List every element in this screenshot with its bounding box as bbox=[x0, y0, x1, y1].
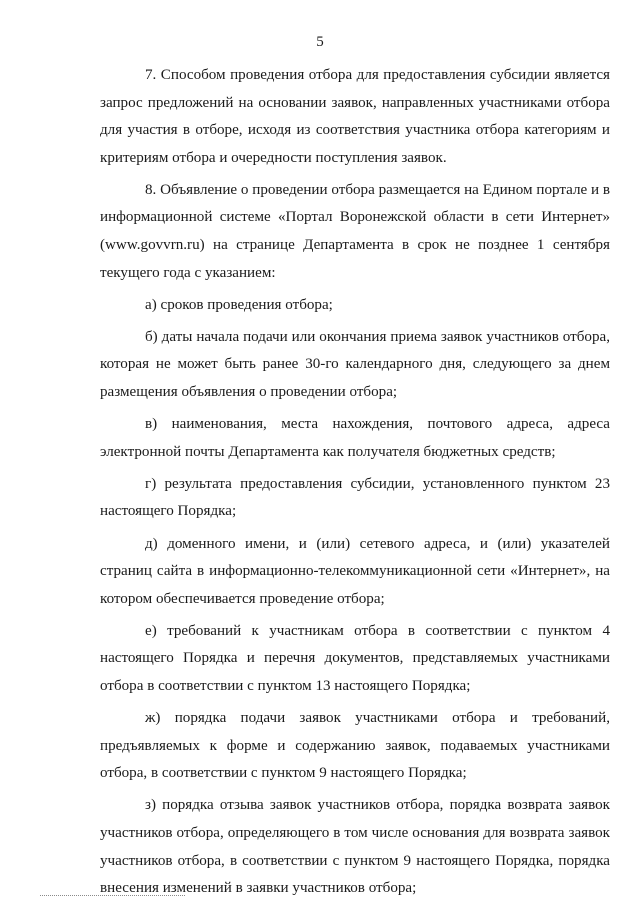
list-item-d: д) доменного имени, и (или) сетевого адреса, и (или) указателей страниц сайта в информационно-телекоммуникационной сети «Интернет», на котором обеспечивается проведение отбора; bbox=[100, 535, 610, 607]
list-item-g: г) результата предоставления субсидии, установленного пунктом 23 настоящего Порядка; bbox=[100, 475, 610, 520]
footer-divider bbox=[40, 895, 185, 896]
paragraph-8: 8. Объявление о проведении отбора размещается на Едином портале и в информационной системе «Портал Воронежской области в сети Интернет» (www.govvrn.ru) на странице Департамента в срок не позднее 1 сентября текущего года с указанием: bbox=[100, 181, 610, 281]
list-item-b: б) даты начала подачи или окончания приема заявок участников отбора, которая не может быть ранее 30-го календарного дня, следующего за днем размещения объявления о проведении отбора; bbox=[100, 328, 610, 401]
paragraph-7: 7. Способом проведения отбора для предоставления субсидии является запрос предложений на основании заявок, направленных участниками отбора для участия в отборе, исходя из соответствия участника отбора категориям и критериям отбора и очередности поступления заявок. bbox=[100, 67, 610, 166]
list-item-v: в) наименования, места нахождения, почтового адреса, адреса электронной почты Департамента как получателя бюджетных средств; bbox=[100, 416, 610, 460]
document-body bbox=[100, 62, 610, 907]
list-item-z: з) порядка отзыва заявок участников отбора, порядка возврата заявок участников отбора, определяющего в том числе основания для возврата заявок участников отбора, в соответствии с пунктом 9 настоящего Порядка, порядка внесения изменений в заявки участников отбора; bbox=[100, 797, 610, 897]
list-item-a: а) сроков проведения отбора; bbox=[145, 296, 333, 313]
list-item-e: е) требований к участникам отбора в соответствии с пунктом 4 настоящего Порядка и перечня документов, представляемых участниками отбора в соответствии с пунктом 13 настоящего Порядка; bbox=[100, 622, 610, 694]
page-number: 5 bbox=[316, 34, 324, 50]
list-item-zh: ж) порядка подачи заявок участниками отбора и требований, предъявляемых к форме и содержанию заявок, подаваемых участниками отбора, в соответствии с пунктом 9 настоящего Порядка; bbox=[100, 710, 610, 782]
